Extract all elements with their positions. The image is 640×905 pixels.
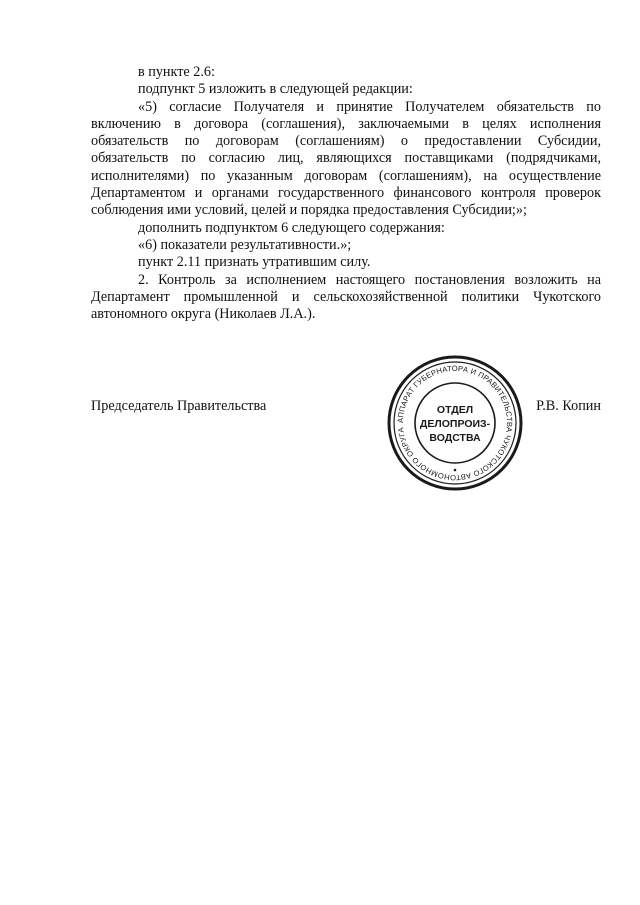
paragraph: «6) показатели результативности.»; <box>138 236 352 253</box>
seal-center-line: ОТДЕЛ <box>436 404 474 416</box>
signatory-position: Председатель Правительства <box>91 398 267 414</box>
seal-ring-text: АППАРАТ ГУБЕРНАТОРА И ПРАВИТЕЛЬСТВА ЧУКОТСКОГО АВТОНОМНОГО ОКРУГА <box>395 363 515 483</box>
official-seal <box>384 352 526 494</box>
paragraph: дополнить подпунктом 6 следующего содержания: <box>138 219 445 236</box>
seal-graphic <box>384 352 526 494</box>
signatory-name: Р.В. Копин <box>536 398 601 414</box>
seal-center-line: ДЕЛОПРОИЗ- <box>419 418 491 430</box>
seal-dot <box>454 469 457 472</box>
paragraph: 2. Контроль за исполнением настоящего постановления возложить на Департамент промышленной и сельскохозяйственной политики Чукотского автономного округа (Николаев Л.А.). <box>91 271 601 323</box>
seal-center-line: ВОДСТВА <box>429 432 481 444</box>
document-body <box>91 64 601 323</box>
paragraph: пункт 2.11 признать утратившим силу. <box>138 254 371 271</box>
paragraph: подпункт 5 изложить в следующей редакции: <box>138 81 413 98</box>
paragraph: «5) согласие Получателя и принятие Получателем обязательств по включению в договора (соглашения), заключаемыми в целях исполнения обязательств по договорам (соглашениям) о предоставлении Субсидии, обязательств по согласию лиц, являющихся поставщиками (подрядчиками, исполнителями) по указанным договорам (соглашениям), на осуществление Департаментом и органами государственного финансового контроля проверок соблюдения ими условий, целей и порядка предоставления Субсидии;»; <box>91 98 601 219</box>
paragraph: в пункте 2.6: <box>138 64 215 80</box>
